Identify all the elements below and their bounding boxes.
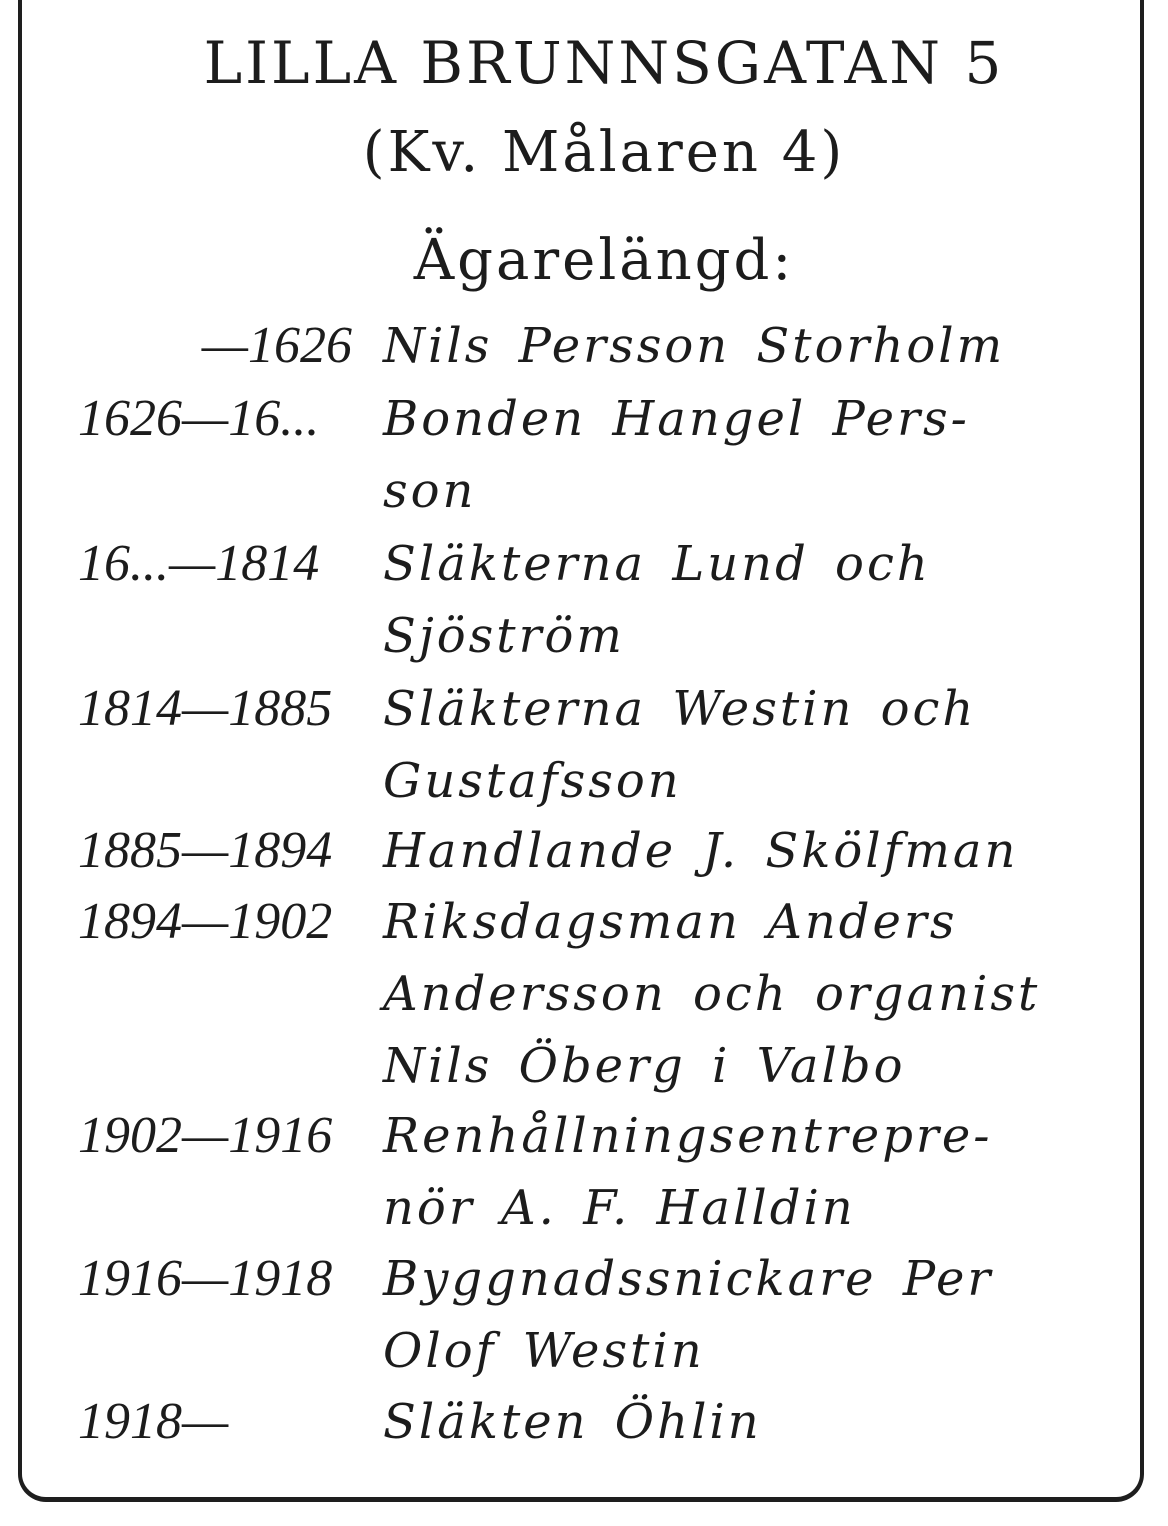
entry-years: 1885—1894 [78, 822, 333, 879]
entry-years: 1916—1918 [78, 1250, 333, 1307]
entry-owner: Riksdagsman Anders Andersson och organist Nils Öberg i Valbo [383, 894, 1041, 1094]
entry-owner: Renhållningsentrepre- nör A. F. Halldin [383, 1108, 993, 1236]
page-subtitle: (Kv. Målaren 4) [362, 120, 846, 185]
entry-years: —1626 [201, 317, 352, 374]
entry-years: 1918— [78, 1393, 229, 1450]
entry-owner: Bonden Hangel Pers- son [383, 391, 970, 519]
entry-owner: Släkten Öhlin [383, 1394, 762, 1450]
entry-owner: Släkterna Lund och Sjöström [383, 536, 931, 664]
entry-owner: Nils Persson Storholm [383, 318, 1006, 374]
entry-owner: Byggnadssnickare Per Olof Westin [383, 1251, 994, 1379]
page-title: LILLA BRUNNSGATAN 5 [203, 29, 1005, 97]
entry-years: 16...—1814 [78, 535, 320, 592]
section-heading: Ägarelängd: [413, 228, 795, 293]
entry-years: 1894—1902 [78, 893, 333, 950]
entry-owner: Släkterna Westin och Gustafsson [383, 681, 977, 809]
entry-years: 1814—1885 [78, 680, 333, 737]
entry-years: 1902—1916 [78, 1107, 333, 1164]
entry-owner: Handlande J. Skölfman [383, 823, 1019, 879]
entry-years: 1626—16... [78, 390, 320, 447]
